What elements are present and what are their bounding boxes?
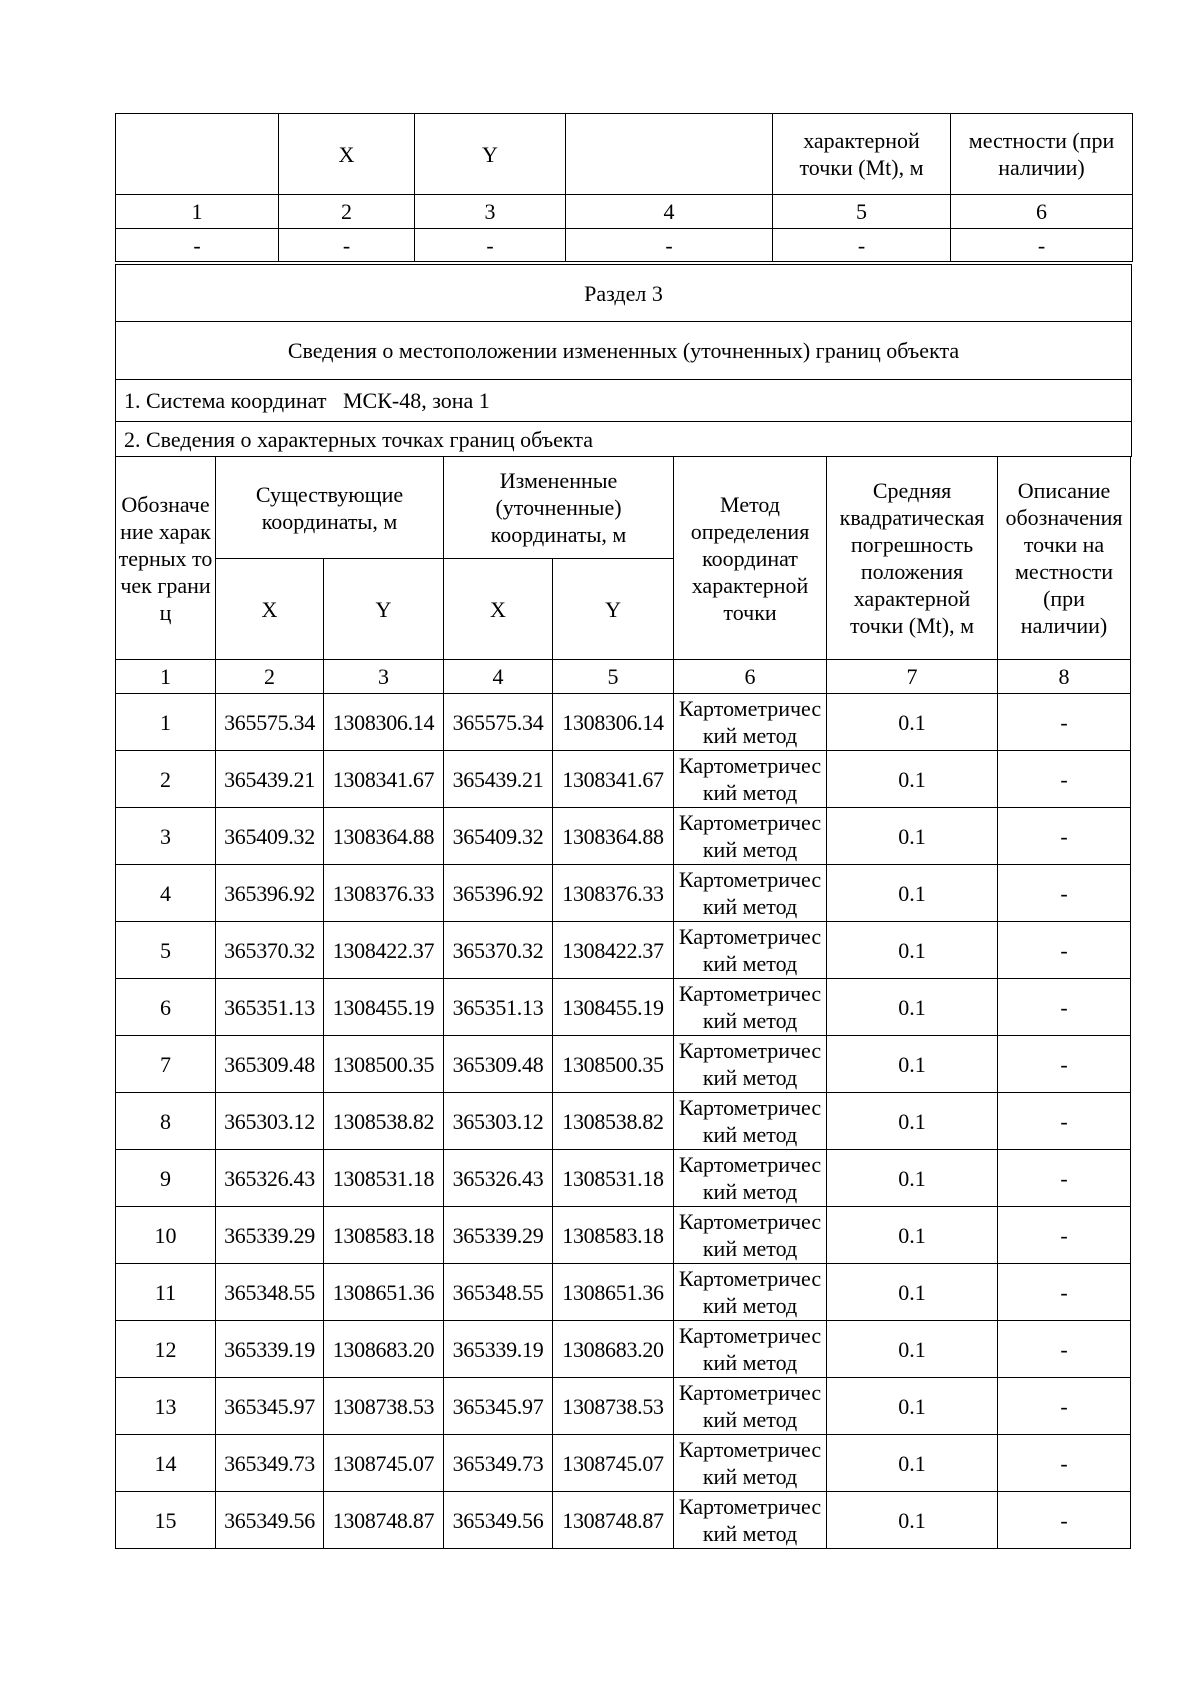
- accuracy: 0.1: [827, 922, 998, 979]
- table-row: [116, 1492, 1131, 1549]
- method: Картометрический метод: [674, 694, 827, 751]
- method: Картометрический метод: [674, 922, 827, 979]
- cell: 4: [566, 195, 773, 229]
- changed-y: 1308531.18: [553, 1150, 674, 1207]
- method: Картометрический метод: [674, 1264, 827, 1321]
- cell: 6: [951, 195, 1133, 229]
- header-existing: Существующие координаты, м: [216, 457, 444, 559]
- existing-x: 365345.97: [216, 1378, 324, 1435]
- table-row: [116, 979, 1131, 1036]
- cell: X: [279, 114, 415, 195]
- existing-y: 1308538.82: [324, 1093, 444, 1150]
- section-subtitle: Сведения о местоположении измененных (уточненных) границ объекта: [116, 322, 1132, 380]
- accuracy: 0.1: [827, 1264, 998, 1321]
- existing-y: 1308376.33: [324, 865, 444, 922]
- point-number: 5: [116, 922, 216, 979]
- header-method: Метод определения координат характерной точки: [674, 457, 827, 660]
- changed-x: 365309.48: [444, 1036, 553, 1093]
- point-number: 6: [116, 979, 216, 1036]
- point-number: 2: [116, 751, 216, 808]
- header-description: Описание обозначения точки на местности (при наличии): [998, 457, 1131, 660]
- cell: 3: [415, 195, 566, 229]
- accuracy: 0.1: [827, 1207, 998, 1264]
- changed-x: 365345.97: [444, 1378, 553, 1435]
- existing-x: 365348.55: [216, 1264, 324, 1321]
- changed-y: 1308748.87: [553, 1492, 674, 1549]
- existing-y: 1308583.18: [324, 1207, 444, 1264]
- existing-x: 365309.48: [216, 1036, 324, 1093]
- existing-x: 365351.13: [216, 979, 324, 1036]
- description: -: [998, 1435, 1131, 1492]
- changed-y: 1308364.88: [553, 808, 674, 865]
- table-row: [116, 865, 1131, 922]
- changed-y: 1308738.53: [553, 1378, 674, 1435]
- table-row: [116, 808, 1131, 865]
- existing-y: 1308738.53: [324, 1378, 444, 1435]
- header-existing-y: Y: [324, 559, 444, 660]
- column-numbers-row: [116, 195, 1133, 229]
- description: -: [998, 1492, 1131, 1549]
- existing-x: 365396.92: [216, 865, 324, 922]
- changed-x: 365339.29: [444, 1207, 553, 1264]
- changed-x: 365439.21: [444, 751, 553, 808]
- points-table: [115, 456, 1131, 1549]
- cell: 6: [674, 660, 827, 694]
- cell: -: [116, 229, 279, 262]
- existing-y: 1308364.88: [324, 808, 444, 865]
- table-row: [116, 1378, 1131, 1435]
- method: Картометрический метод: [674, 1036, 827, 1093]
- changed-x: 365349.56: [444, 1492, 553, 1549]
- point-number: 4: [116, 865, 216, 922]
- changed-y: 1308651.36: [553, 1264, 674, 1321]
- existing-y: 1308531.18: [324, 1150, 444, 1207]
- description: -: [998, 808, 1131, 865]
- changed-x: 365326.43: [444, 1150, 553, 1207]
- point-number: 11: [116, 1264, 216, 1321]
- point-number: 10: [116, 1207, 216, 1264]
- method: Картометрический метод: [674, 1150, 827, 1207]
- changed-y: 1308422.37: [553, 922, 674, 979]
- table-row: [116, 1435, 1131, 1492]
- changed-x: 365409.32: [444, 808, 553, 865]
- accuracy: 0.1: [827, 1093, 998, 1150]
- cell: характерной точки (Mt), м: [773, 114, 951, 195]
- changed-y: 1308583.18: [553, 1207, 674, 1264]
- description: -: [998, 751, 1131, 808]
- cell: 3: [324, 660, 444, 694]
- changed-y: 1308455.19: [553, 979, 674, 1036]
- header-changed: Измененные (уточненные) координаты, м: [444, 457, 674, 559]
- method: Картометрический метод: [674, 1435, 827, 1492]
- accuracy: 0.1: [827, 1378, 998, 1435]
- existing-y: 1308745.07: [324, 1435, 444, 1492]
- existing-x: 365339.29: [216, 1207, 324, 1264]
- cell: 5: [773, 195, 951, 229]
- existing-y: 1308341.67: [324, 751, 444, 808]
- point-number: 8: [116, 1093, 216, 1150]
- method: Картометрический метод: [674, 751, 827, 808]
- table-row: [116, 1150, 1131, 1207]
- method: Картометрический метод: [674, 979, 827, 1036]
- cell: -: [415, 229, 566, 262]
- method: Картометрический метод: [674, 1321, 827, 1378]
- point-number: 7: [116, 1036, 216, 1093]
- accuracy: 0.1: [827, 694, 998, 751]
- description: -: [998, 865, 1131, 922]
- existing-x: 365575.34: [216, 694, 324, 751]
- method: Картометрический метод: [674, 1492, 827, 1549]
- header-existing-x: X: [216, 559, 324, 660]
- accuracy: 0.1: [827, 1492, 998, 1549]
- description: -: [998, 979, 1131, 1036]
- header-changed-x: X: [444, 559, 553, 660]
- section-title: Раздел 3: [116, 265, 1132, 322]
- point-number: 9: [116, 1150, 216, 1207]
- method: Картометрический метод: [674, 1378, 827, 1435]
- cell: [566, 114, 773, 195]
- method: Картометрический метод: [674, 808, 827, 865]
- point-number: 14: [116, 1435, 216, 1492]
- point-number: 3: [116, 808, 216, 865]
- cell: Y: [415, 114, 566, 195]
- existing-y: 1308651.36: [324, 1264, 444, 1321]
- changed-y: 1308341.67: [553, 751, 674, 808]
- coord-system: 1. Система координат МСК-48, зона 1: [116, 380, 1132, 422]
- continuation-header-row: [116, 114, 1133, 195]
- existing-y: 1308500.35: [324, 1036, 444, 1093]
- description: -: [998, 1207, 1131, 1264]
- changed-x: 365351.13: [444, 979, 553, 1036]
- changed-y: 1308745.07: [553, 1435, 674, 1492]
- point-number: 1: [116, 694, 216, 751]
- existing-y: 1308422.37: [324, 922, 444, 979]
- description: -: [998, 1150, 1131, 1207]
- description: -: [998, 1093, 1131, 1150]
- changed-x: 365575.34: [444, 694, 553, 751]
- point-number: 15: [116, 1492, 216, 1549]
- description: -: [998, 1264, 1131, 1321]
- dash-row: [116, 229, 1133, 262]
- accuracy: 0.1: [827, 1036, 998, 1093]
- cell: 1: [116, 195, 279, 229]
- changed-y: 1308683.20: [553, 1321, 674, 1378]
- method: Картометрический метод: [674, 865, 827, 922]
- changed-x: 365339.19: [444, 1321, 553, 1378]
- existing-y: 1308306.14: [324, 694, 444, 751]
- method: Картометрический метод: [674, 1093, 827, 1150]
- point-number: 13: [116, 1378, 216, 1435]
- cell: 2: [216, 660, 324, 694]
- changed-x: 365370.32: [444, 922, 553, 979]
- column-numbers-row: [116, 660, 1131, 694]
- table-row: [116, 1036, 1131, 1093]
- existing-x: 365339.19: [216, 1321, 324, 1378]
- table-row: [116, 922, 1131, 979]
- existing-y: 1308455.19: [324, 979, 444, 1036]
- existing-x: 365370.32: [216, 922, 324, 979]
- header-changed-y: Y: [553, 559, 674, 660]
- points-body: [116, 694, 1131, 1549]
- description: -: [998, 694, 1131, 751]
- description: -: [998, 1378, 1131, 1435]
- accuracy: 0.1: [827, 979, 998, 1036]
- table-row: [116, 1093, 1131, 1150]
- existing-x: 365326.43: [216, 1150, 324, 1207]
- table-row: [116, 1321, 1131, 1378]
- header-designation: Обозначение характерных точек границ: [116, 457, 216, 660]
- cell: местности (при наличии): [951, 114, 1133, 195]
- table-row: [116, 751, 1131, 808]
- accuracy: 0.1: [827, 751, 998, 808]
- method: Картометрический метод: [674, 1207, 827, 1264]
- cell: [116, 114, 279, 195]
- accuracy: 0.1: [827, 1150, 998, 1207]
- existing-y: 1308683.20: [324, 1321, 444, 1378]
- changed-x: 365348.55: [444, 1264, 553, 1321]
- section-info-table: [115, 264, 1132, 457]
- cell: 1: [116, 660, 216, 694]
- existing-x: 365349.56: [216, 1492, 324, 1549]
- description: -: [998, 1036, 1131, 1093]
- cell: 8: [998, 660, 1131, 694]
- cell: -: [773, 229, 951, 262]
- header-accuracy: Средняя квадратическая погрешность положения характерной точки (Mt), м: [827, 457, 998, 660]
- existing-y: 1308748.87: [324, 1492, 444, 1549]
- accuracy: 0.1: [827, 865, 998, 922]
- table-row: [116, 1264, 1131, 1321]
- description: -: [998, 1321, 1131, 1378]
- cell: 2: [279, 195, 415, 229]
- cell: -: [566, 229, 773, 262]
- description: -: [998, 922, 1131, 979]
- changed-y: 1308306.14: [553, 694, 674, 751]
- points-header-row: [116, 457, 1131, 559]
- points-heading: 2. Сведения о характерных точках границ объекта: [116, 422, 1132, 457]
- changed-x: 365303.12: [444, 1093, 553, 1150]
- cell: 5: [553, 660, 674, 694]
- cell: 4: [444, 660, 553, 694]
- existing-x: 365409.32: [216, 808, 324, 865]
- existing-x: 365349.73: [216, 1435, 324, 1492]
- table-row: [116, 1207, 1131, 1264]
- existing-x: 365303.12: [216, 1093, 324, 1150]
- cell: -: [279, 229, 415, 262]
- existing-x: 365439.21: [216, 751, 324, 808]
- changed-y: 1308500.35: [553, 1036, 674, 1093]
- point-number: 12: [116, 1321, 216, 1378]
- continuation-table: [115, 113, 1133, 262]
- changed-y: 1308538.82: [553, 1093, 674, 1150]
- changed-y: 1308376.33: [553, 865, 674, 922]
- changed-x: 365396.92: [444, 865, 553, 922]
- accuracy: 0.1: [827, 808, 998, 865]
- cell: 7: [827, 660, 998, 694]
- accuracy: 0.1: [827, 1321, 998, 1378]
- changed-x: 365349.73: [444, 1435, 553, 1492]
- table-row: [116, 694, 1131, 751]
- cell: -: [951, 229, 1133, 262]
- accuracy: 0.1: [827, 1435, 998, 1492]
